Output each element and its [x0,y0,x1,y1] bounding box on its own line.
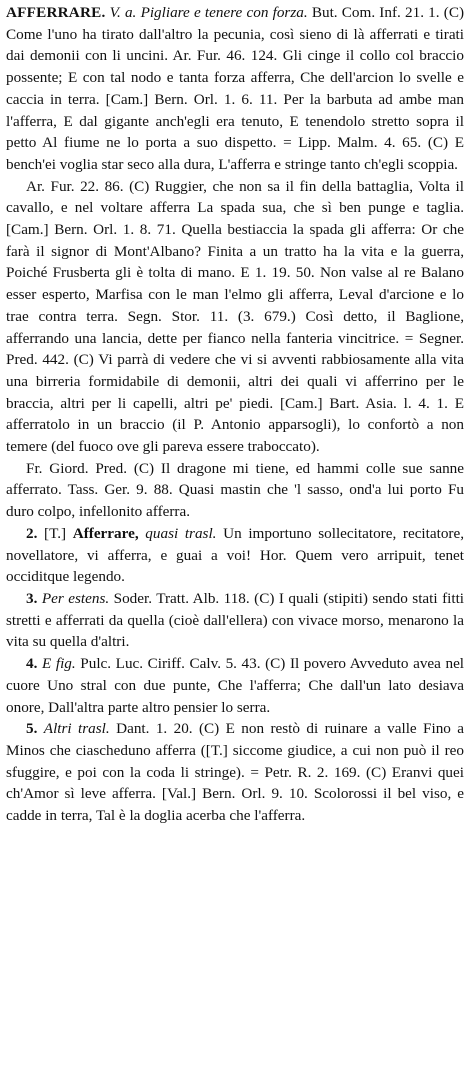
sense-number: 3. [26,589,38,607]
sense-paragraph [6,523,464,588]
citation-block: Fr. Giord. Pred. (C) Il dragone mi tiene, ed hammi colle sue sanne afferrato. Tass. Ger. 9. 88. Quasi mastin che 'l sasso, ond'a lui porto Fu duro colpo, infellonito afferra. [6,459,464,521]
citation-paragraph [6,458,464,523]
definition: Pigliare e tenere con forza. [140,4,308,21]
headword: AFFERRARE. [6,4,106,21]
part-of-speech: V. a. [109,4,137,21]
entry-paragraph [6,2,464,176]
sense-tag: [T.] [44,524,67,542]
sense-number: 2. [26,524,38,542]
sense-qualifier: Per estens. [41,589,110,607]
sense-paragraph [6,718,464,827]
sense-qualifier: Altri trasl. [43,720,110,738]
sense-paragraph [6,653,464,718]
citation-block: Ar. Fur. 22. 86. (C) Ruggier, che non sa il fin della battaglia, Volta il cavallo, e nel voltare afferra La spada sua, che sì ben punge e taglia. [Cam.] Bern. Orl. 1. 8. 71. Quella bestiaccia la spada gli afferra: Or che farà il signor di Mont'Albano? Finita a un tratto ha la vita e la guerra, Poiché Frusberta gli è tolta di mano. E 1. 19. 50. Non valse al re Balano esser esperto, Marfisa con le man l'elmo gli afferra, Leval d'arcione e lo trae contra terra. Segn. Stor. 11. (3. 679.) Così detto, il Baglione, afferrando una lancia, dette per fianco nella fanteria vincitrice. = Segner. Pred. 442. (C) Vi parrà di vedere che vi si avventi rabbiosamente alla vita una birreria formidabile di demonii, altri dei quali vi afferrino per le braccia, altri per li capelli, altri pe' piedi. [Cam.] Bart. Asia. l. 4. 1. E afferratolo in un braccio (il P. Antonio apparsogli), lo confortò a non temere (del fuoco ove gli pareva essere traboccato). [6,177,464,456]
sense-qualifier: E fig. [41,655,76,673]
sense-paragraph [6,588,464,653]
sense-number: 5. [26,720,38,738]
citation-paragraph [6,176,464,458]
sense-text: Un importuno sollecitatore, recitatore, novellatore, vi afferra, e guai a voi! Hor. Quem vero arripuit, tenet occiditque legendo. [6,524,465,586]
citation-block: But. Com. Inf. 21. 1. (C) Come l'uno ha tirato dall'altro la pecunia, così sieno di là afferrati e tirati dai demonii con li uncini. Ar. Fur. 46. 124. Gli cinge il collo col braccio possente; E con tal nodo e tanta forza afferra, Che dell'arcion lo svelle e caccia in terra. [Cam.] Bern. Orl. 1. 6. 11. Per la barbuta ad ambe man l'afferra, E dal gigante anch'egli era tenuto, E tenendolo stretto sopra il petto Al fiume ne lo porta a suo dispetto. = Lipp. Malm. 4. 65. (C) E bench'ei voglia star seco alla dura, L'afferra e stringe tanto ch'egli scoppia. [6,4,465,173]
sense-text: Soder. Tratt. Alb. 118. (C) I quali (stipiti) sendo stati fitti stretti e afferrati da quella (cioè dall'ellera) con vivace morso, menarono la vita su quella d'altri. [6,589,465,651]
sense-text: Pulc. Luc. Ciriff. Calv. 5. 43. (C) Il povero Avveduto avea nel cuore Uno stral con due punte, Che l'afferra; Che dall'un lato desiava onore, Dall'altra parte altro pensier lo serra. [6,655,465,716]
sense-number: 4. [26,655,38,673]
sense-qualifier: quasi trasl. [145,524,217,542]
sense-lemma: Afferrare, [72,524,139,542]
sense-text: Dant. 1. 20. (C) E non restò di ruinare a valle Fino a Minos che ciascheduno afferra ([T.] siccome giudice, a cui non può il reo sfuggire, e poi con la coda li stringe). = Petr. R. 2. 169. (C) Eranvi quei ch'Amor sì leve afferra. [Val.] Bern. Orl. 9. 10. Scolorossi il bel viso, e cadde in terra, Tal è la doglia acerba che l'afferra. [6,720,465,825]
